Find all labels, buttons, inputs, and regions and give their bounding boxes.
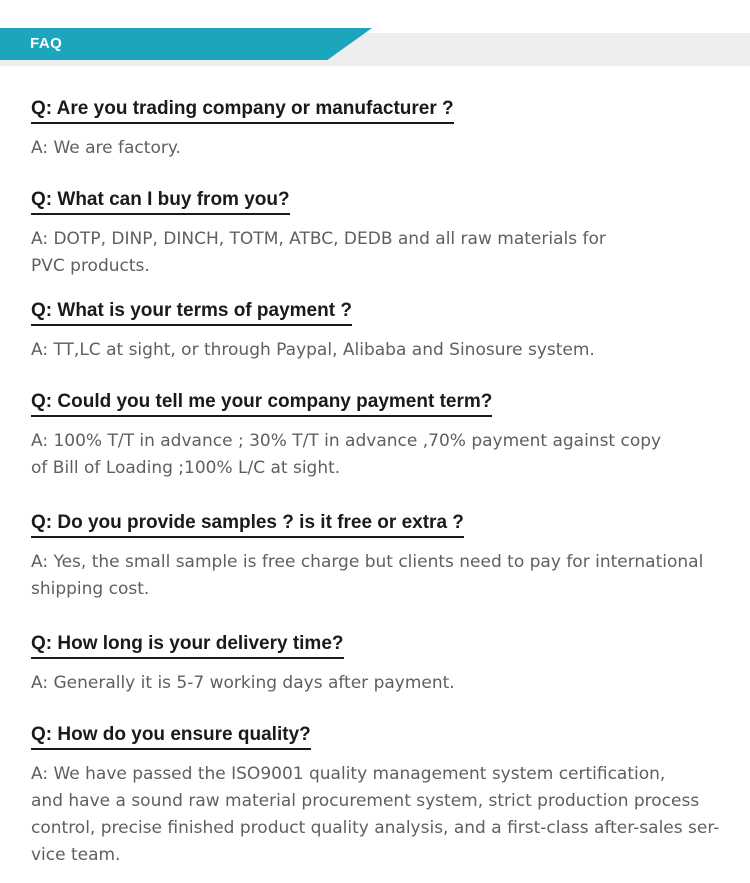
faq-answer-line: A: TT,LC at sight, or through Paypal, Alibaba and Sinosure system.: [31, 340, 595, 360]
faq-answer-line: vice team.: [31, 845, 121, 865]
faq-answer-line: A: We are factory.: [31, 138, 181, 158]
faq-item-quality: [31, 723, 731, 869]
faq-title: FAQ: [30, 35, 63, 52]
faq-answer-line: A: 100% T/T in advance ; 30% T/T in advance ,70% payment against copy: [31, 431, 662, 451]
faq-item-products: [31, 188, 731, 280]
faq-item-company-payment-term: [31, 390, 731, 482]
faq-answer-line: A: We have passed the ISO9001 quality management system certification,: [31, 764, 666, 784]
faq-answer-line: A: Yes, the small sample is free charge but clients need to pay for international: [31, 552, 704, 572]
faq-answer: [31, 670, 731, 697]
faq-question: Q: What is your terms of payment ?: [31, 299, 352, 326]
faq-answer: [31, 761, 731, 869]
faq-banner: [0, 28, 750, 66]
faq-answer-line: control, precise finished product quality analysis, and a first-class after-sales ser-: [31, 818, 720, 838]
faq-question: Q: How do you ensure quality?: [31, 723, 311, 750]
faq-question: Q: What can I buy from you?: [31, 188, 290, 215]
faq-question: Q: How long is your delivery time?: [31, 632, 344, 659]
faq-answer-line: and have a sound raw material procurement system, strict production process: [31, 791, 700, 811]
faq-answer: [31, 549, 731, 603]
faq-answer-line: shipping cost.: [31, 579, 150, 599]
faq-answer-line: A: DOTP, DINP, DINCH, TOTM, ATBC, DEDB and all raw materials for: [31, 229, 606, 249]
faq-answer: [31, 428, 731, 482]
faq-answer: [31, 226, 731, 280]
faq-question: Q: Could you tell me your company payment term?: [31, 390, 492, 417]
faq-item-delivery-time: [31, 632, 731, 697]
faq-question: Q: Do you provide samples ? is it free or extra ?: [31, 511, 464, 538]
faq-item-payment-terms: [31, 299, 731, 364]
faq-answer-line: of Bill of Loading ;100% L/C at sight.: [31, 458, 341, 478]
faq-answer: [31, 135, 731, 162]
faq-answer-line: PVC products.: [31, 256, 150, 276]
faq-answer-line: A: Generally it is 5-7 working days after payment.: [31, 673, 455, 693]
faq-question: Q: Are you trading company or manufacturer ?: [31, 97, 454, 124]
faq-item-trading-company: [31, 97, 731, 162]
faq-item-samples: [31, 511, 731, 603]
faq-answer: [31, 337, 731, 364]
